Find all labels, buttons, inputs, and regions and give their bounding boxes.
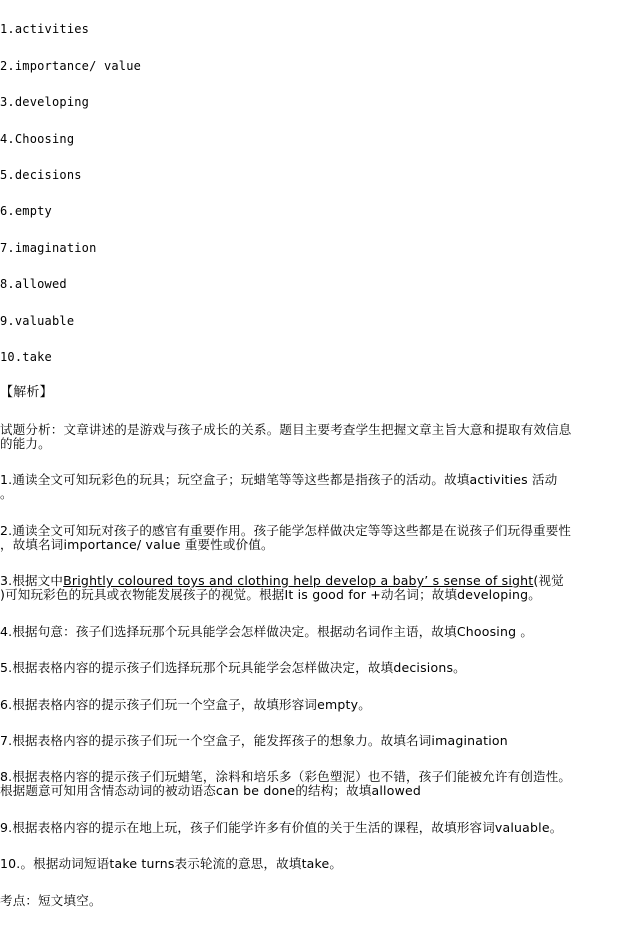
- answer-5: 5.decisions: [0, 168, 82, 182]
- explanation-2-line-1: 2.通读全文可知玩对孩子的感官有重要作用。孩子能学怎样做决定等等这些都是在说孩子们玩得重要性: [0, 523, 572, 538]
- summary-line-1: 试题分析：文章讲述的是游戏与孩子成长的关系。题目主要考查学生把握文章主旨大意和提取有效信息: [0, 422, 572, 437]
- answer-3: 3.developing: [0, 95, 90, 109]
- footer-topic: 考点：短文填空。: [0, 893, 102, 908]
- explanation-9: 9.根据表格内容的提示在地上玩，孩子们能学许多有价值的关于生活的课程，故填形容词valuable。: [0, 820, 563, 835]
- explanation-3-suffix: (视觉: [533, 573, 564, 588]
- explanation-10: 10.。根据动词短语take turns表示轮流的意思，故填take。: [0, 856, 343, 871]
- answer-9: 9.valuable: [0, 314, 75, 328]
- explanation-7: 7.根据表格内容的提示孩子们玩一个空盒子，能发挥孩子的想象力。故填名词imagination: [0, 733, 508, 748]
- analysis-heading: 【解析】: [0, 385, 53, 400]
- explanation-3-quote: Brightly coloured toys and clothing help develop a baby’ s sense of sight: [63, 573, 534, 588]
- answer-7: 7.imagination: [0, 241, 97, 255]
- summary-line-2: 的能力。: [0, 436, 51, 451]
- answer-6: 6.empty: [0, 204, 52, 218]
- explanation-3-line-1: [0, 574, 630, 588]
- answer-2: 2.importance/ value: [0, 59, 142, 73]
- explanation-3-prefix: 3.根据文中: [0, 573, 64, 588]
- explanation-1-line-1: 1.通读全文可知玩彩色的玩具；玩空盒子；玩蜡笔等等这些都是指孩子的活动。故填activities 活动: [0, 472, 558, 487]
- explanation-6: 6.根据表格内容的提示孩子们玩一个空盒子，故填形容词empty。: [0, 697, 371, 712]
- explanation-8-line-2: 根据题意可知用含情态动词的被动语态can be done的结构；故填allowed: [0, 783, 422, 798]
- explanation-8-line-1: 8.根据表格内容的提示孩子们玩蜡笔，涂料和培乐多（彩色塑泥）也不错，孩子们能被允许有创造性。: [0, 769, 572, 784]
- explanation-2-line-2: ，故填名词importance/ value 重要性或价值。: [0, 537, 274, 552]
- explanation-4: 4.根据句意：孩子们选择玩那个玩具能学会怎样做决定。根据动名词作主语，故填Choosing 。: [0, 624, 534, 639]
- answer-10: 10.take: [0, 350, 52, 364]
- explanation-1-line-2: 。: [0, 486, 13, 501]
- answer-1: 1.activities: [0, 22, 90, 36]
- answer-8: 8.allowed: [0, 277, 67, 291]
- answer-4: 4.Choosing: [0, 132, 75, 146]
- explanation-3-line-2: )可知玩彩色的玩具或衣物能发展孩子的视觉。根据It is good for +动名词；故填developing。: [0, 587, 541, 602]
- explanation-5: 5.根据表格内容的提示孩子们选择玩那个玩具能学会怎样做决定，故填decisions。: [0, 660, 466, 675]
